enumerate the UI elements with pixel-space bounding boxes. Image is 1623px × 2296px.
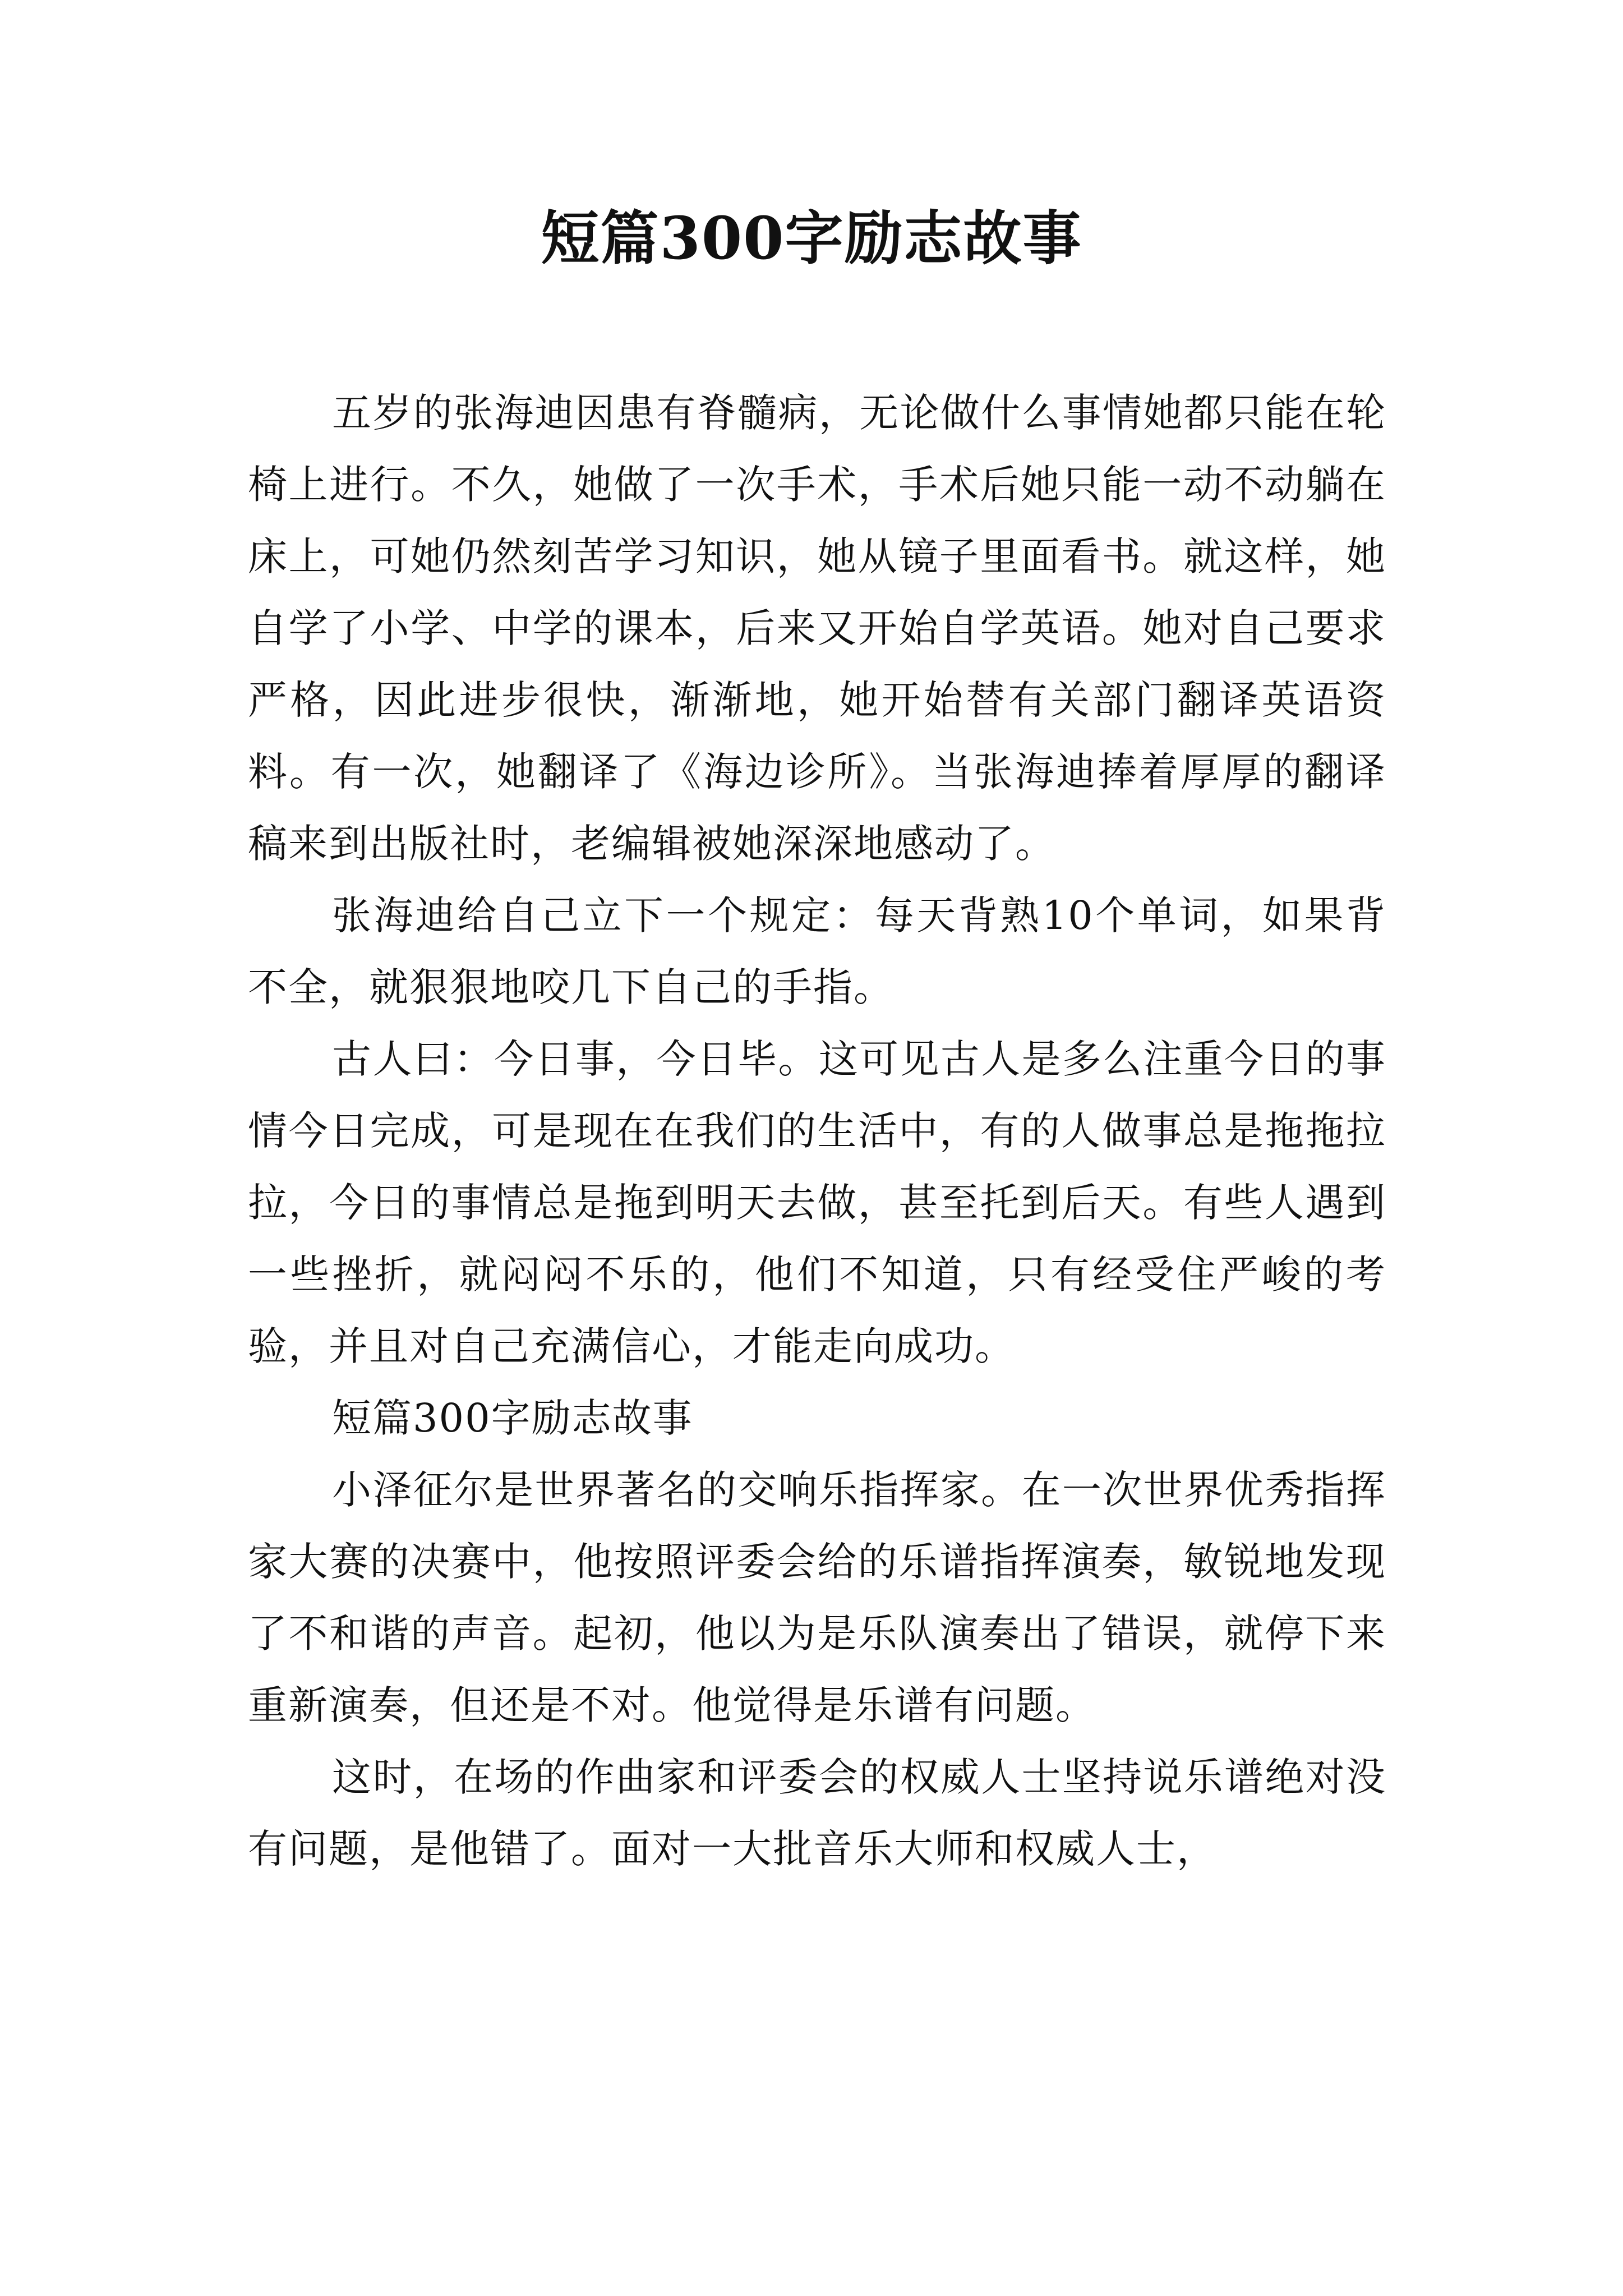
paragraph-3: 古人曰：今日事，今日毕。这可见古人是多么注重今日的事情今日完成，可是现在在我们的生活中，有的人做事总是拖拖拉拉，今日的事情总是拖到明天去做，甚至托到后天。有些人遇到一些挫折，就闷闷不乐的，他们不知道，只有经受住严峻的考验，并且对自己充满信心，才能走向成功。 bbox=[248, 1036, 1386, 1369]
page-title: 短篇300字励志故事 bbox=[541, 204, 1082, 273]
paragraph-1: 五岁的张海迪因患有脊髓病，无论做什么事情她都只能在轮椅上进行。不久，她做了一次手术，手术后她只能一动不动躺在床上，可她仍然刻苦学习知识，她从镜子里面看书。就这样，她自学了小学、中学的课本，后来又开始自学英语。她对自己要求严格，因此进步很快，渐渐地，她开始替有关部门翻译英语资料。有一次，她翻译了《海边诊所》。当张海迪捧着厚厚的翻译稿来到出版社时，老编辑被她深深地感动了。 bbox=[248, 390, 1386, 867]
paragraph-4: 小泽征尔是世界著名的交响乐指挥家。在一次世界优秀指挥家大赛的决赛中，他按照评委会给的乐谱指挥演奏，敏锐地发现了不和谐的声音。起初，他以为是乐队演奏出了错误，就停下来重新演奏，但还是不对。他觉得是乐谱有问题。 bbox=[248, 1467, 1386, 1728]
paragraph-2: 张海迪给自己立下一个规定：每天背熟10个单词，如果背不全，就狠狠地咬几下自己的手指。 bbox=[248, 892, 1386, 1010]
section-heading: 短篇300字励志故事 bbox=[332, 1395, 693, 1441]
document-body bbox=[248, 377, 1386, 1885]
paragraph-5: 这时，在场的作曲家和评委会的权威人士坚持说乐谱绝对没有问题，是他错了。面对一大批音乐大师和权威人士， bbox=[248, 1754, 1386, 1872]
